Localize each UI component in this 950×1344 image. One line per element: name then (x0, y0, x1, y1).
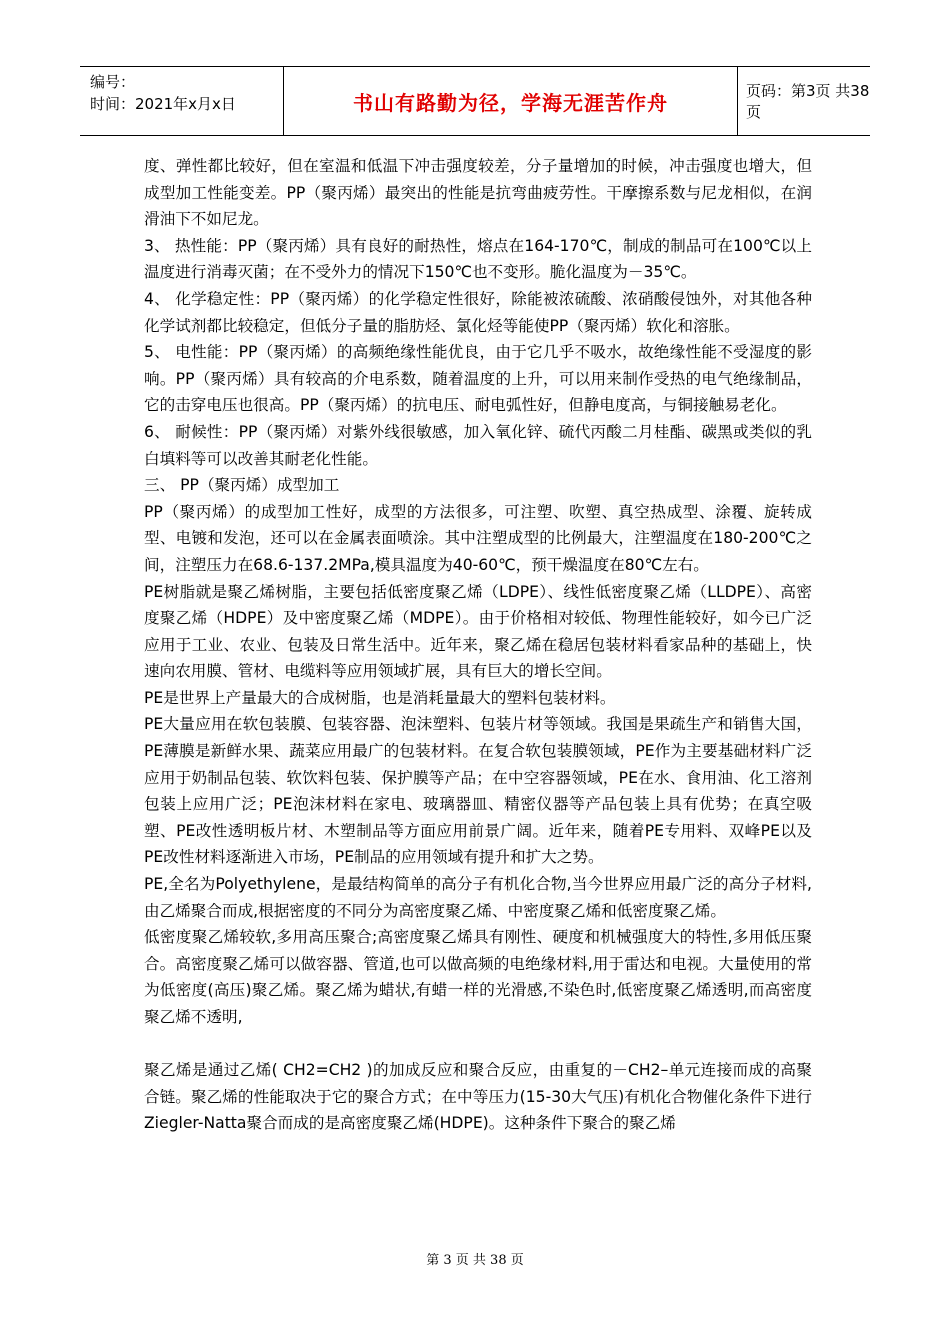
paragraph: 3、 热性能：PP（聚丙烯）具有良好的耐热性，熔点在164-170℃，制成的制品可在100℃以上温度进行消毒灭菌；在不受外力的情况下150℃也不变形。脆化温度为－35℃。 (144, 236, 812, 282)
paragraph: PE是世界上产量最大的合成树脂，也是消耗量最大的塑料包装材料。 (144, 688, 616, 707)
header-page-info: 页码：第3页 共38页 (746, 82, 870, 121)
paragraph: 聚乙烯是通过乙烯( CH2=CH2 )的加成反应和聚合反应，由重复的－CH2–单元连接而成的高聚合链。聚乙烯的性能取决于它的聚合方式；在中等压力(15-30大气压)有机化合物催化条件下进行Ziegler-Natta聚合而成的是高密度聚乙烯(HDPE)。这种条件下聚合的聚乙烯 (144, 1061, 812, 1133)
section-heading: 三、 PP（聚丙烯）成型加工 (144, 476, 340, 495)
header-motto: 书山有路勤为径，学海无涯苦作舟 (283, 67, 738, 135)
paragraph: 4、 化学稳定性：PP（聚丙烯）的化学稳定性很好，除能被浓硫酸、浓硝酸侵蚀外，对其他各种化学试剂都比较稳定，但低分子量的脂肪烃、氯化烃等能使PP（聚丙烯）软化和溶胀。 (144, 289, 812, 335)
page-footer: 第 3 页 共 38 页 (426, 1253, 524, 1268)
paragraph: PE树脂就是聚乙烯树脂，主要包括低密度聚乙烯（LDPE）、线性低密度聚乙烯（LLDPE）、高密度聚乙烯（HDPE）及中密度聚乙烯（MDPE）。由于价格相对较低、物理性能较好，如今已广泛应用于工业、农业、包装及日常生活中。近年来，聚乙烯在稳居包装材料看家品种的基础上，快速向农用膜、管材、电缆料等应用领域扩展，具有巨大的增长空间。 (144, 582, 812, 681)
paragraph: 低密度聚乙烯较软,多用高压聚合;高密度聚乙烯具有刚性、硬度和机械强度大的特性,多用低压聚合。高密度聚乙烯可以做容器、管道,也可以做高频的电绝缘材料,用于雷达和电视。大量使用的常为低密度(高压)聚乙烯。聚乙烯为蜡状,有蜡一样的光滑感,不染色时,低密度聚乙烯透明,而高密度聚乙烯不透明, (144, 928, 812, 1026)
document-time-label: 时间：2021年x月x日 (90, 95, 236, 113)
document-body (144, 153, 812, 1137)
paragraph: 5、 电性能：PP（聚丙烯）的高频绝缘性能优良，由于它几乎不吸水，故绝缘性能不受湿度的影响。PP（聚丙烯）具有较高的介电系数，随着温度的上升，可以用来制作受热的电气绝缘制品，它的击穿电压也很高。PP（聚丙烯）的抗电压、耐电弧性好，但静电度高，与铜接触易老化。 (144, 343, 812, 415)
paragraph: PE,全名为Polyethylene，是最结构简单的高分子有机化合物,当今世界应用最广泛的高分子材料,由乙烯聚合而成,根据密度的不同分为高密度聚乙烯、中密度聚乙烯和低密度聚乙烯。 (144, 875, 812, 920)
paragraph: PP（聚丙烯）的成型加工性好，成型的方法很多，可注塑、吹塑、真空热成型、涂覆、旋转成型、电镀和发泡，还可以在金属表面喷涂。其中注塑成型的比例最大，注塑温度在180-200℃之间，注塑压力在68.6-137.2MPa,模具温度为40-60℃，预干燥温度在80℃左右。 (144, 502, 812, 574)
paragraph: 度、弹性都比较好，但在室温和低温下冲击强度较差，分子量增加的时候，冲击强度也增大，但成型加工性能变差。PP（聚丙烯）最突出的性能是抗弯曲疲劳性。干摩擦系数与尼龙相似，在润滑油下不如尼龙。 (144, 157, 812, 229)
header-meta (80, 67, 283, 135)
page-header (80, 66, 870, 136)
paragraph: 6、 耐候性：PP（聚丙烯）对紫外线很敏感，加入氧化锌、硫代丙酸二月桂酯、碳黑或类似的乳白填料等可以改善其耐老化性能。 (144, 422, 812, 468)
paragraph: PE大量应用在软包装膜、包装容器、泡沫塑料、包装片材等领域。我国是果疏生产和销售大国，PE薄膜是新鲜水果、蔬菜应用最广的包装材料。在复合软包装膜领域，PE作为主要基础材料广泛应用于奶制品包装、软饮料包装、保护膜等产品；在中空容器领域，PE在水、食用油、化工溶剂包装上应用广泛；PE泡沫材料在家电、玻璃器皿、精密仪器等产品包装上具有优势；在真空吸塑、PE改性透明板片材、木塑制品等方面应用前景广阔。近年来，随着PE专用料、双峰PE以及PE改性材料逐渐进入市场，PE制品的应用领域有提升和扩大之势。 (144, 715, 812, 867)
document-number-label: 编号： (90, 73, 136, 91)
